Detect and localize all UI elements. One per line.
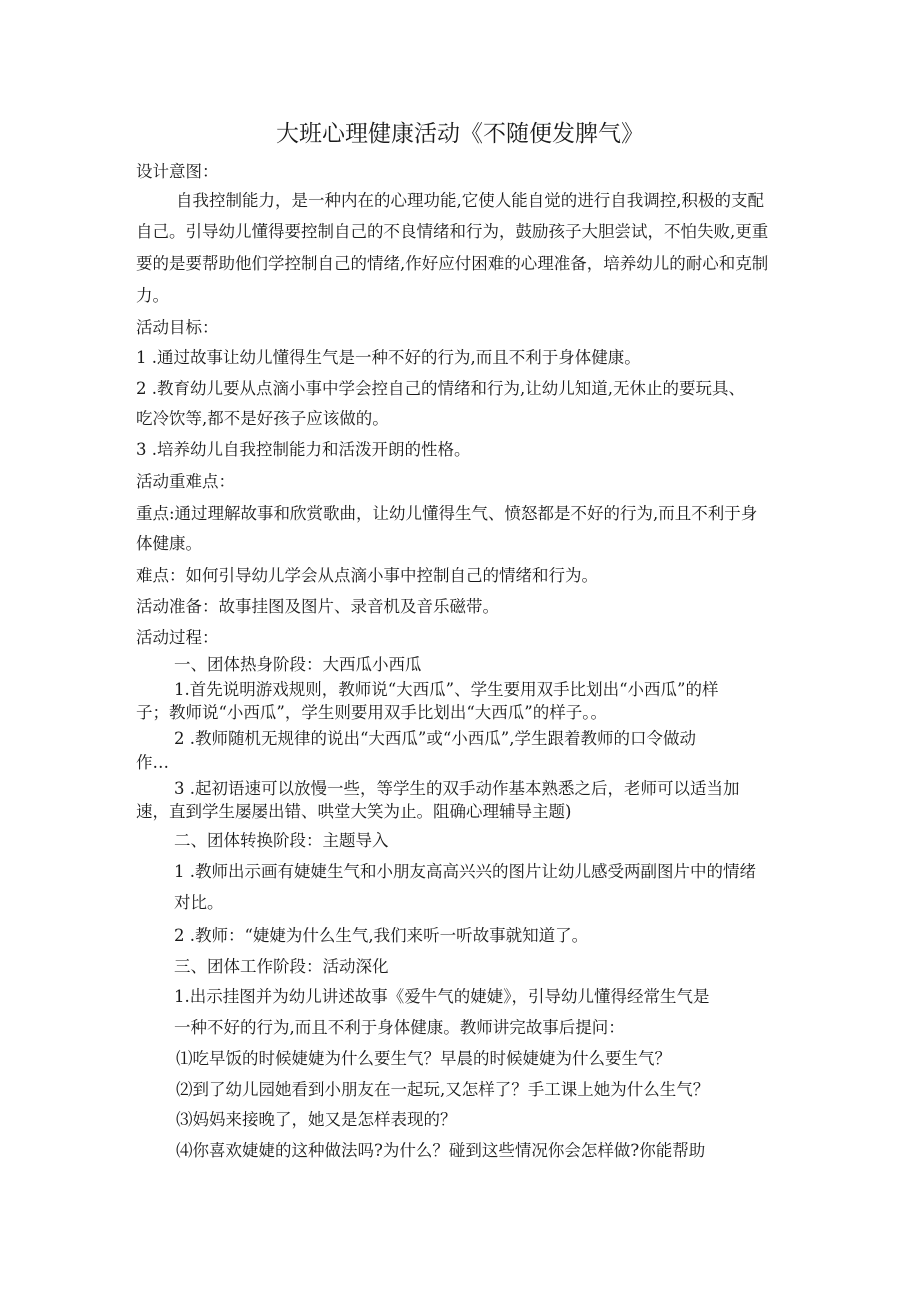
- paragraph-line: 要的是要帮助他们学控制自己的情绪,作好应付困难的心理准备，培养幼儿的耐心和克制: [136, 254, 769, 273]
- paragraph-line: 自己。引导幼儿懂得要控制自己的不良情绪和行为，鼓励孩子大胆尝试，不怕失败,更重: [136, 222, 769, 241]
- section-heading-process: 活动过程：: [136, 628, 219, 647]
- stage-line: 速，直到学生屡屡出错、哄堂大笑为止。阻确心理辅导主题): [136, 802, 572, 821]
- goal-item: 3 .培养幼儿自我控制能力和活泼开朗的性格。: [136, 440, 471, 459]
- stage-line: 一种不好的行为,而且不利于身体健康。教师讲完故事后提问：: [174, 1018, 625, 1037]
- stage-line: 对比。: [174, 893, 224, 912]
- goal-item: 1 .通过故事让幼儿懂得生气是一种不好的行为,而且不利于身体健康。: [136, 348, 641, 367]
- stage-line: 1 .教师出示画有婕婕生气和小朋友高高兴兴的图片让幼儿感受两副图片中的情绪: [174, 862, 756, 881]
- stage-line: 子；教师说“小西瓜”，学生则要用双手比划出“大西瓜”的样子。。: [136, 703, 607, 722]
- stage-line: 作…: [136, 753, 169, 772]
- paragraph-line: 自我控制能力，是一种内在的心理功能,它使人能自觉的进行自我调控,积极的支配: [176, 191, 764, 210]
- preparation-line: 活动准备：故事挂图及图片、录音机及音乐磁带。: [136, 597, 499, 616]
- question-item: ⑴吃早饭的时候婕婕为什么要生气？早晨的时候婕婕为什么要生气？: [176, 1049, 671, 1068]
- stage-heading: 三、团体工作阶段：活动深化: [174, 957, 389, 976]
- paragraph-line: 力。: [136, 286, 169, 305]
- section-heading-key-points: 活动重难点：: [136, 472, 235, 491]
- document-title: 大班心理健康活动《不随便发脾气》: [276, 121, 644, 147]
- question-item: ⑵到了幼儿园她看到小朋友在一起玩,又怎样了？手工课上她为什么生气？: [176, 1080, 710, 1099]
- stage-line: 1.首先说明游戏规则，教师说“大西瓜”、学生要用双手比划出“小西瓜”的样: [174, 680, 719, 699]
- question-item: ⑶妈妈来接晚了，她又是怎样表现的？: [176, 1110, 457, 1129]
- goal-item-continued: 吃冷饮等,都不是好孩子应该做的。: [136, 409, 389, 428]
- section-heading-goals: 活动目标：: [136, 318, 219, 337]
- question-item: ⑷你喜欢婕婕的这种做法吗?为什么？碰到这些情况你会怎样做?你能帮助: [176, 1141, 706, 1160]
- goal-item: 2 .教育幼儿要从点滴小事中学会控自己的情绪和行为,让幼儿知道,无休止的要玩具、: [136, 379, 745, 398]
- stage-heading: 二、团体转换阶段：主题导入: [174, 831, 389, 850]
- stage-line: 2 .教师：“婕婕为什么生气,我们来听一听故事就知道了。: [174, 926, 589, 945]
- section-heading-design-intent: 设计意图：: [136, 162, 219, 181]
- stage-line: 1.出示挂图并为幼儿讲述故事《爱牛气的婕婕》，引导幼儿懂得经常生气是: [174, 987, 710, 1006]
- stage-heading: 一、团体热身阶段：大西瓜小西瓜: [174, 655, 422, 674]
- key-point-line: 体健康。: [136, 534, 202, 553]
- difficulty-line: 难点：如何引导幼儿学会从点滴小事中控制自己的情绪和行为。: [136, 566, 598, 585]
- key-point-line: 重点:通过理解故事和欣赏歌曲，让幼儿懂得生气、愤怒都是不好的行为,而且不利于身: [136, 504, 758, 523]
- stage-line: 2 .教师随机无规律的说出“大西瓜”或“小西瓜”,学生跟着教师的口令做动: [174, 729, 696, 748]
- stage-line: 3 .起初语速可以放慢一些，等学生的双手动作基本熟悉之后，老师可以适当加: [174, 779, 740, 798]
